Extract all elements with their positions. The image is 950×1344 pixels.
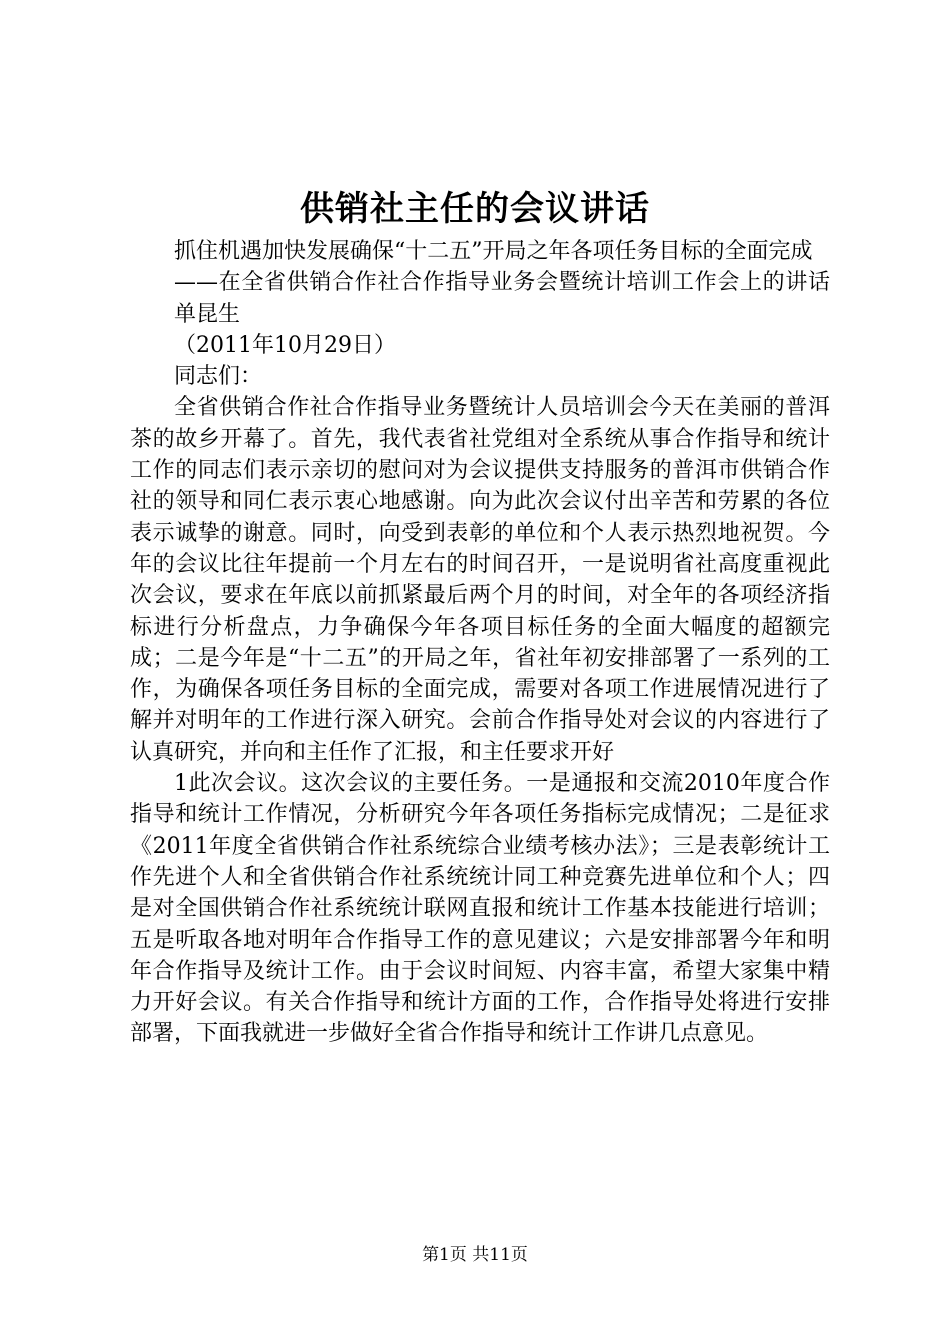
body-paragraph-2: 1此次会议。这次会议的主要任务。一是通报和交流2010年度合作指导和统计工作情况，分析研究今年各项任务指标完成情况；二是征求《2011年度全省供销合作社系统综合业绩考核办法》；三是表彰统计工作先进个人和全省供销合作社系统统计同工种竞赛先进单位和个人；四是对全国供销合作社系统统计联网直报和统计工作基本技能进行培训；五是听取各地对明年合作指导工作的意见建议；六是安排部署今年和明年合作指导及统计工作。由于会议时间短、内容丰富，希望大家集中精力开好会议。有关合作指导和统计方面的工作，合作指导处将进行安排部署，下面我就进一步做好全省合作指导和统计工作讲几点意见。 xyxy=(130,771,830,1047)
document-body xyxy=(130,236,830,1050)
page-number-footer: 第1页 共11页 xyxy=(422,1245,528,1265)
body-paragraph-1: 全省供销合作社合作指导业务暨统计人员培训会今天在美丽的普洱茶的故乡开幕了。首先，我代表省社党组对全系统从事合作指导和统计工作的同志们表示亲切的慰问对为会议提供支持服务的普洱市供销合作社的领导和同仁表示衷心地感谢。向为此次会议付出辛苦和劳累的各位表示诚挚的谢意。同时，向受到表彰的单位和个人表示热烈地祝贺。今年的会议比往年提前一个月左右的时间召开，一是说明省社高度重视此次会议，要求在年底以前抓紧最后两个月的时间，对全年的各项经济指标进行分析盘点，力争确保今年各项目标任务的全面大幅度的超额完成；二是今年是“十二五”的开局之年，省社年初安排部署了一系列的工作，为确保各项任务目标的全面完成，需要对各项工作进展情况进行了解并对明年的工作进行深入研究。会前合作指导处对会议的内容进行了认真研究，并向和主任作了汇报，和主任要求开好 xyxy=(130,395,830,765)
occasion-line: ——在全省供销合作社合作指导业务会暨统计培训工作会上的讲话单昆生 xyxy=(174,270,830,327)
subtitle: 抓住机遇加快发展确保“十二五”开局之年各项任务目标的全面完成 xyxy=(174,239,813,264)
document-title: 供销社主任的会议讲话 xyxy=(300,189,650,229)
date-line: （2011年10月29日） xyxy=(174,332,396,358)
salutation: 同志们： xyxy=(174,364,263,390)
